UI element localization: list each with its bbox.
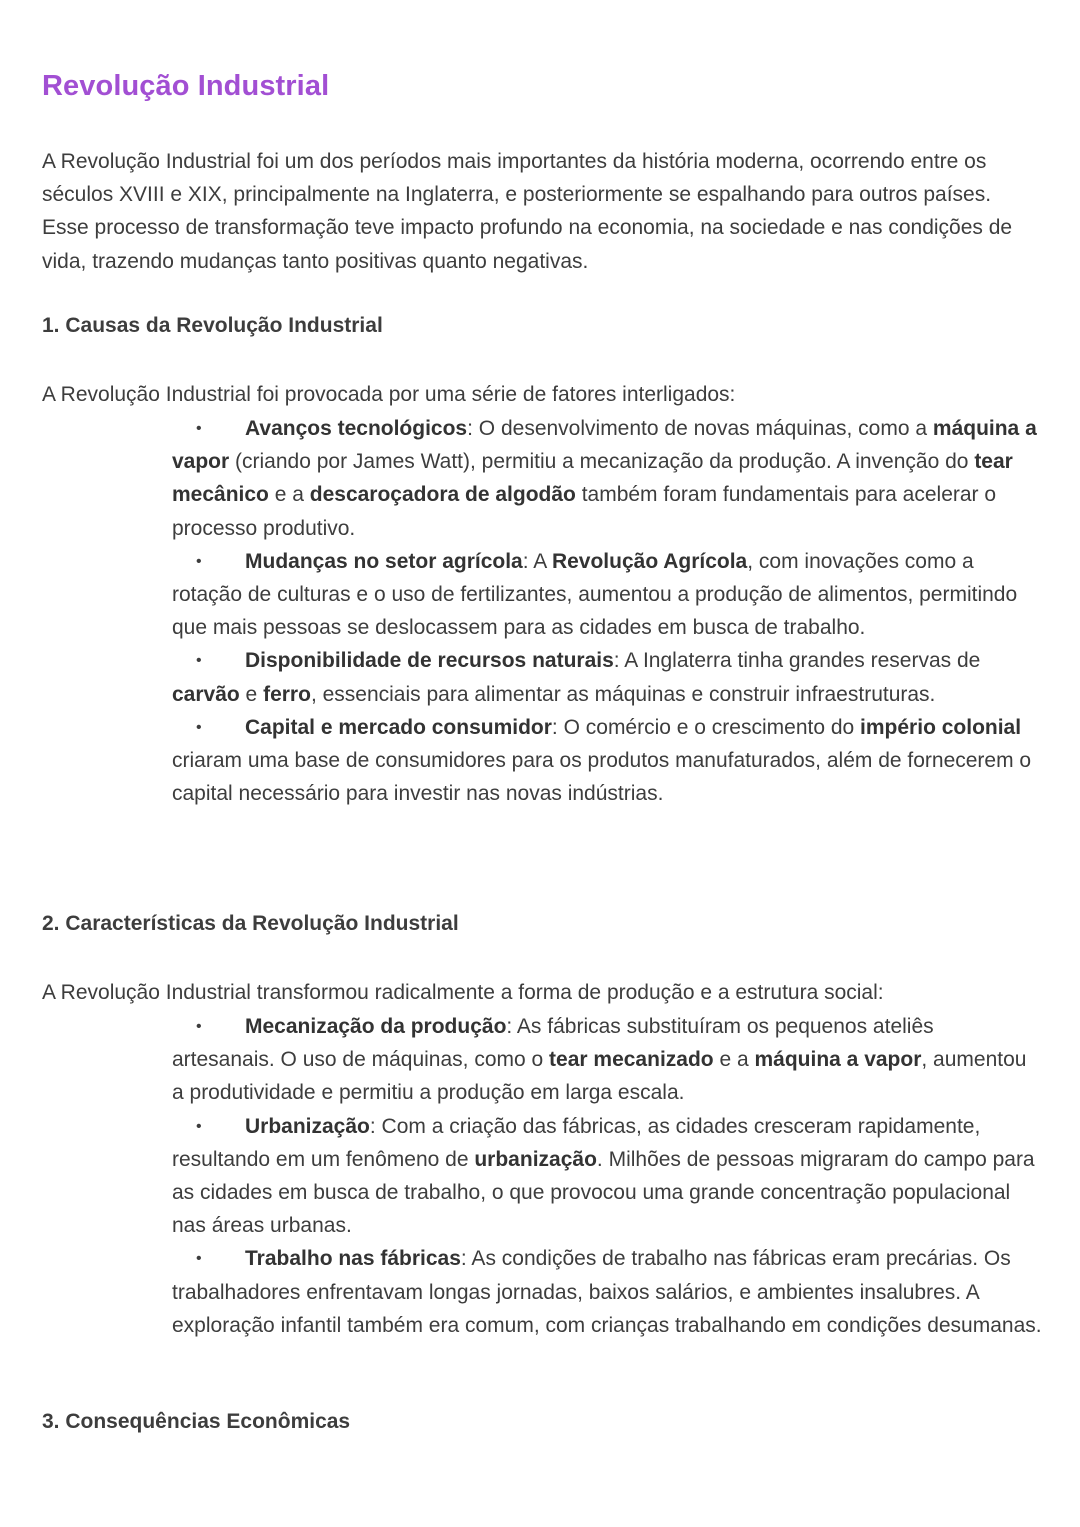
- list-item: [172, 545, 1042, 645]
- caracteristicas-list: [172, 1010, 1042, 1342]
- bullet-icon: •: [196, 1117, 202, 1135]
- list-item-text: Capital e mercado consumidor: O comércio e o crescimento do império colonial criaram uma base de consumidores para os produtos manufaturados, além de fornecerem o capital necessário para investir nas novas indústrias.: [172, 715, 1032, 806]
- list-item: [172, 412, 1042, 545]
- bullet-icon: •: [196, 652, 202, 670]
- bullet-icon: •: [196, 420, 202, 437]
- section-lead-caracteristicas: A Revolução Industrial transformou radicalmente a forma de produção e a estrutura social:: [42, 981, 884, 1004]
- list-item: [172, 711, 1042, 811]
- document-title: Revolução Industrial: [42, 70, 330, 102]
- bullet-icon: •: [196, 1250, 202, 1268]
- bullet-icon: •: [196, 1018, 202, 1035]
- list-item: [172, 644, 1042, 710]
- section-heading-causas: 1. Causas da Revolução Industrial: [42, 314, 383, 337]
- section-lead-causas: A Revolução Industrial foi provocada por uma série de fatores interligados:: [42, 383, 736, 406]
- bullet-icon: •: [196, 718, 202, 736]
- causas-list: [172, 412, 1042, 810]
- list-item-text: Avanços tecnológicos: O desenvolvimento de novas máquinas, como a máquina a vapor (criando por James Watt), permitiu a mecanização da produção. A invenção do tear mecânico e a descaroçadora de algodão também foram fundamentais para acelerar o processo produtivo.: [172, 417, 1037, 540]
- bullet-icon: •: [196, 552, 202, 570]
- list-item: [172, 1242, 1042, 1342]
- list-item: [172, 1010, 1042, 1110]
- list-item-text: Mecanização da produção: As fábricas substituíram os pequenos ateliês artesanais. O uso de máquinas, como o tear mecanizado e a máquina a vapor, aumentou a produtividade e permitiu a produção em larga escala.: [172, 1015, 1027, 1105]
- list-item-text: Disponibilidade de recursos naturais: A Inglaterra tinha grandes reservas de carvão e ferro, essenciais para alimentar as máquinas e construir infraestruturas.: [172, 649, 981, 706]
- list-item-text: Mudanças no setor agrícola: A Revolução Agrícola, com inovações como a rotação de culturas e o uso de fertilizantes, aumentou a produção de alimentos, permitindo que mais pessoas se deslocassem para as cidades em busca de trabalho.: [172, 549, 1018, 640]
- list-item-text: Urbanização: Com a criação das fábricas, as cidades cresceram rapidamente, resultando em um fenômeno de urbanização. Milhões de pessoas migraram do campo para as cidades em busca de trabalho, o que provocou uma grande concentração populacional nas áreas urbanas.: [172, 1114, 1035, 1238]
- intro-paragraph: A Revolução Industrial foi um dos períodos mais importantes da história moderna, ocorrendo entre os séculos XVIII e XIX, principalmente na Inglaterra, e posteriormente se espalhando para outros países. Esse processo de transformação teve impacto profundo na economia, na sociedade e nas condições de vida, trazendo mudanças tanto positivas quanto negativas.: [42, 150, 1013, 273]
- section-heading-consequencias: 3. Consequências Econômicas: [42, 1410, 351, 1433]
- list-item-text: Trabalho nas fábricas: As condições de trabalho nas fábricas eram precárias. Os trabalhadores enfrentavam longas jornadas, baixos salários, e ambientes insalubres. A exploração infantil também era comum, com crianças trabalhando em condições desumanas.: [172, 1247, 1042, 1337]
- list-item: [172, 1110, 1042, 1243]
- section-heading-caracteristicas: 2. Características da Revolução Industrial: [42, 912, 459, 935]
